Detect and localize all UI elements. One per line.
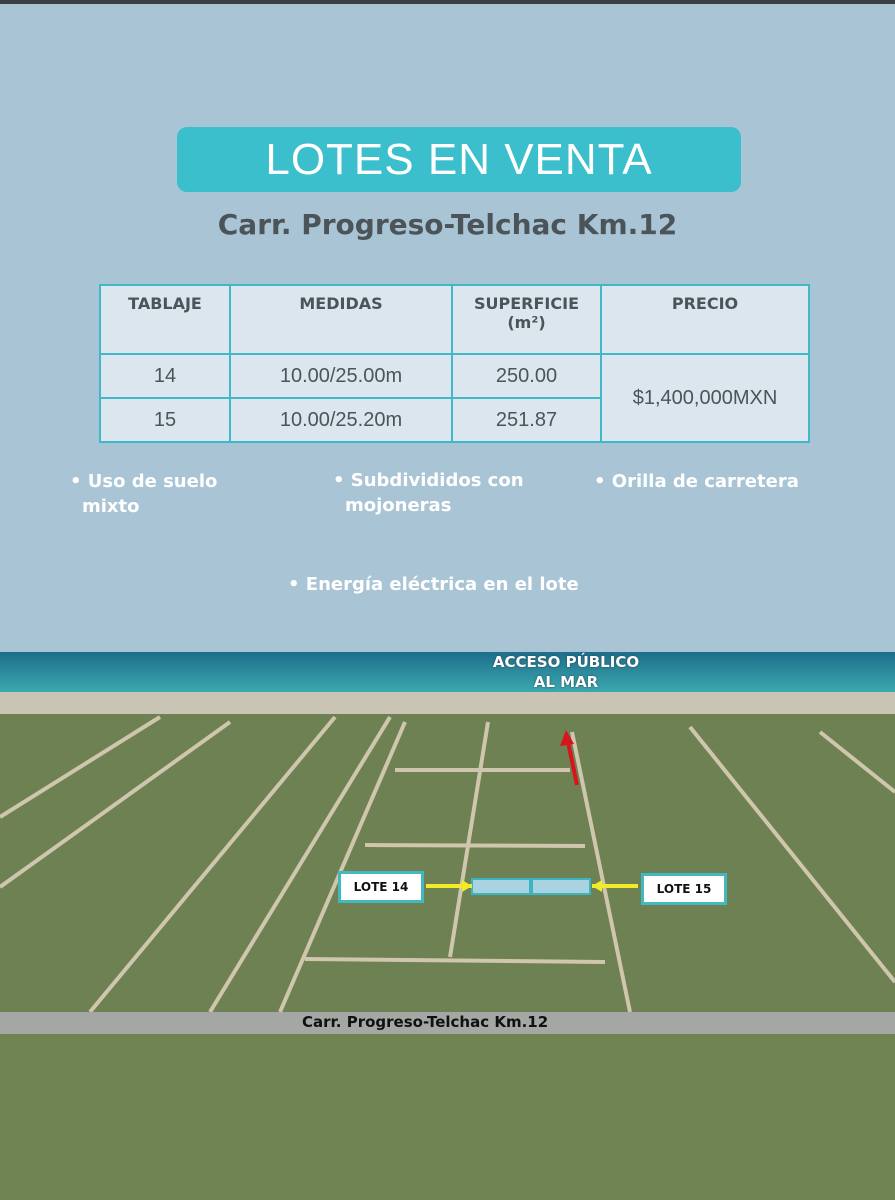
feature-energia: • Energía eléctrica en el lote [288, 574, 579, 595]
superficie-unit: (m²) [507, 313, 546, 332]
feature-text: • Uso de suelo [70, 471, 218, 492]
road-label: Carr. Progreso-Telchac Km.12 [302, 1013, 549, 1031]
cell-medidas: 10.00/25.20m [230, 398, 452, 442]
access-label [466, 652, 666, 692]
sea [0, 652, 895, 697]
lower-field [0, 1034, 895, 1200]
header-medidas: MEDIDAS [230, 285, 452, 354]
header-tablaje: TABLAJE [100, 285, 230, 354]
title-banner: LOTES EN VENTA [177, 127, 741, 192]
table-header-row [100, 285, 809, 354]
cell-superficie: 251.87 [452, 398, 601, 442]
feature-text: mojoneras [345, 495, 452, 516]
access-line-2: AL MAR [533, 673, 599, 691]
header-superficie [452, 285, 601, 354]
lots-table [99, 284, 810, 443]
cell-precio: $1,400,000MXN [601, 354, 809, 442]
access-line-1: ACCESO PÚBLICO [492, 653, 640, 671]
feature-text: • Subdivididos con [333, 470, 524, 491]
feature-subdivididos [333, 468, 524, 518]
feature-text: mixto [82, 496, 140, 517]
lote-15-area [532, 879, 590, 894]
field [0, 714, 895, 1014]
cell-medidas: 10.00/25.00m [230, 354, 452, 398]
subtitle: Carr. Progreso-Telchac Km.12 [217, 208, 678, 241]
cell-superficie: 250.00 [452, 354, 601, 398]
cell-tablaje: 15 [100, 398, 230, 442]
lote-14-label: LOTE 14 [338, 871, 424, 903]
table-row [100, 354, 809, 398]
feature-orilla: • Orilla de carretera [594, 471, 799, 492]
aerial-photo [0, 652, 895, 1200]
lote-14-area [472, 879, 530, 894]
superficie-label: SUPERFICIE [474, 294, 579, 313]
lote-15-label: LOTE 15 [641, 873, 727, 905]
feature-uso-suelo [70, 469, 217, 519]
top-bar [0, 0, 895, 4]
header-precio: PRECIO [601, 285, 809, 354]
cell-tablaje: 14 [100, 354, 230, 398]
